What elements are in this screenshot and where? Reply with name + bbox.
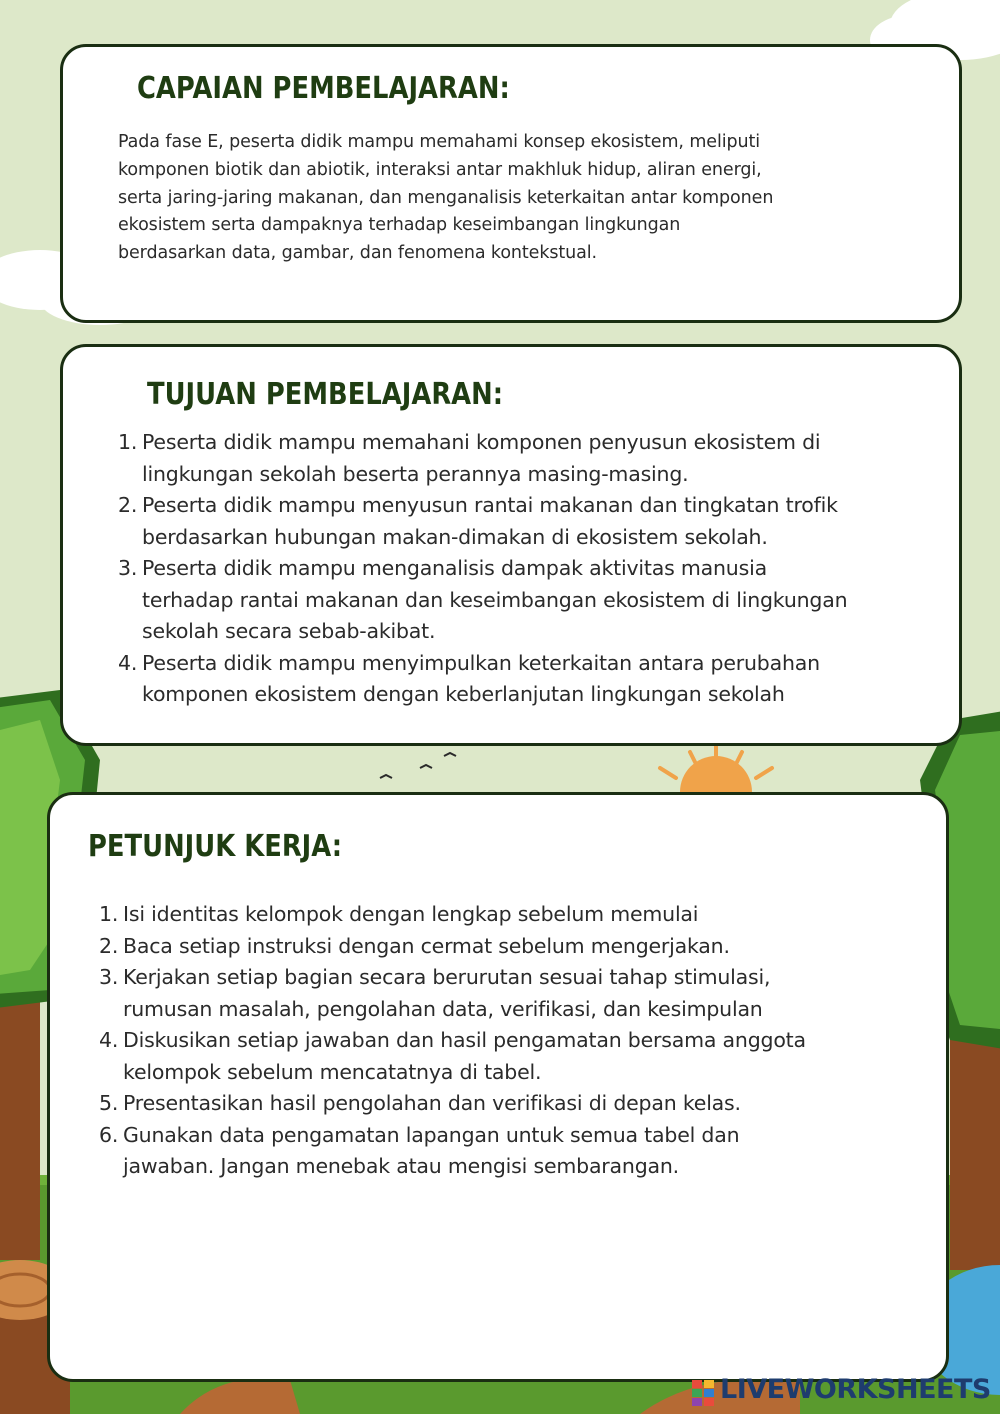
petunjuk-list bbox=[99, 899, 889, 1183]
list-item-number: 4. bbox=[118, 650, 138, 675]
list-item bbox=[99, 931, 889, 963]
tujuan-card bbox=[60, 344, 962, 746]
list-item-line: sekolah secara sebab-akibat. bbox=[142, 619, 436, 643]
tujuan-list bbox=[118, 427, 908, 711]
list-item bbox=[118, 490, 908, 553]
list-item-line: rumusan masalah, pengolahan data, verifikasi, dan kesimpulan bbox=[123, 996, 763, 1021]
liveworksheets-logo-icon bbox=[692, 1380, 714, 1406]
capaian-line: berdasarkan data, gambar, dan fenomena kontekstual. bbox=[118, 243, 598, 264]
list-item-line: komponen ekosistem dengan keberlanjutan lingkungan sekolah bbox=[142, 682, 785, 706]
list-item-line: Peserta didik mampu memahani komponen penyusun ekosistem di bbox=[142, 430, 821, 454]
list-item-line: Peserta didik mampu menyimpulkan keterkaitan antara perubahan bbox=[142, 650, 820, 675]
list-item bbox=[118, 553, 908, 648]
list-item-line: Peserta didik mampu menganalisis dampak aktivitas manusia bbox=[142, 556, 767, 580]
capaian-line: Pada fase E, peserta didik mampu memahami konsep ekosistem, meliputi bbox=[118, 132, 760, 152]
list-item-number: 3. bbox=[99, 965, 119, 989]
liveworksheets-brand[interactable]: LIVEWORKSHEETS bbox=[720, 1374, 991, 1405]
tujuan-heading: TUJUAN PEMBELAJARAN: bbox=[147, 377, 504, 412]
list-item bbox=[99, 962, 889, 1025]
petunjuk-card bbox=[47, 792, 949, 1382]
capaian-paragraph bbox=[118, 129, 848, 268]
list-item-number: 2. bbox=[99, 933, 119, 958]
list-item bbox=[118, 427, 908, 490]
list-item bbox=[99, 899, 889, 931]
list-item-number: 1. bbox=[99, 902, 119, 926]
list-item-line: Baca setiap instruksi dengan cermat sebelum mengerjakan. bbox=[123, 933, 730, 958]
list-item bbox=[118, 648, 908, 711]
list-item-number: 2. bbox=[118, 493, 138, 517]
list-item-number: 1. bbox=[118, 430, 138, 454]
petunjuk-heading: PETUNJUK KERJA: bbox=[88, 829, 343, 864]
list-item-line: lingkungan sekolah beserta perannya masing-masing. bbox=[142, 461, 689, 486]
list-item-line: Isi identitas kelompok dengan lengkap sebelum memulai bbox=[123, 902, 699, 926]
list-item-line: Kerjakan setiap bagian secara berurutan sesuai tahap stimulasi, bbox=[123, 965, 771, 989]
list-item bbox=[99, 1120, 889, 1183]
capaian-card bbox=[60, 44, 962, 323]
list-item-number: 3. bbox=[118, 556, 138, 580]
list-item-line: jawaban. Jangan menebak atau mengisi sembarangan. bbox=[123, 1154, 679, 1178]
list-item-number: 4. bbox=[99, 1028, 119, 1052]
list-item-line: Gunakan data pengamatan lapangan untuk semua tabel dan bbox=[123, 1122, 740, 1147]
list-item bbox=[99, 1025, 889, 1088]
list-item bbox=[99, 1088, 889, 1120]
capaian-line: ekosistem serta dampaknya terhadap keseimbangan lingkungan bbox=[118, 215, 681, 236]
list-item-line: kelompok sebelum mencatatnya di tabel. bbox=[123, 1059, 542, 1084]
capaian-heading: CAPAIAN PEMBELAJARAN: bbox=[137, 71, 510, 106]
list-item-number: 5. bbox=[99, 1091, 119, 1115]
list-item-line: Presentasikan hasil pengolahan dan verifikasi di depan kelas. bbox=[123, 1091, 741, 1115]
list-item-number: 6. bbox=[99, 1122, 119, 1147]
list-item-line: berdasarkan hubungan makan-dimakan di ekosistem sekolah. bbox=[142, 524, 768, 549]
capaian-line: serta jaring-jaring makanan, dan menganalisis keterkaitan antar komponen bbox=[118, 187, 774, 208]
list-item-line: terhadap rantai makanan dan keseimbangan ekosistem di lingkungan bbox=[142, 587, 848, 612]
capaian-line: komponen biotik dan abiotik, interaksi antar makhluk hidup, aliran energi, bbox=[118, 159, 762, 180]
list-item-line: Diskusikan setiap jawaban dan hasil pengamatan bersama anggota bbox=[123, 1028, 806, 1052]
list-item-line: Peserta didik mampu menyusun rantai makanan dan tingkatan trofik bbox=[142, 493, 838, 517]
